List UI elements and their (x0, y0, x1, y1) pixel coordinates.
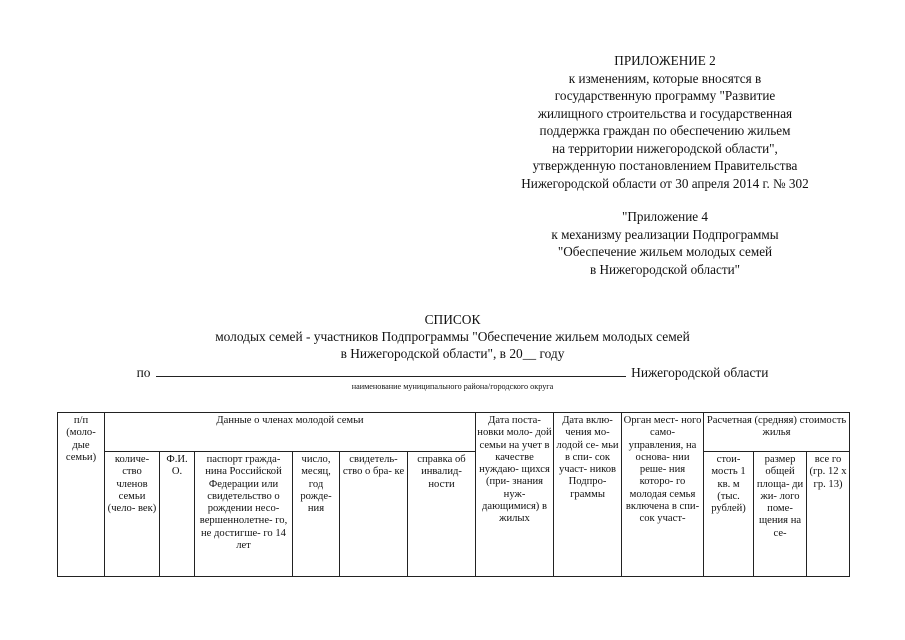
header-members-count: количе- ство членов семьи (чело- век) (105, 452, 160, 577)
header-birth-date: число, месяц, год рожде- ния (293, 452, 340, 577)
header-members-group: Данные о членах молодой семьи (105, 413, 476, 452)
region-prefix: по (136, 365, 151, 380)
header-fio: Ф.И. О. (160, 452, 195, 577)
sub-appendix-title: "Приложение 4 (621, 209, 709, 224)
appendix-line: утвержденную постановлением Правительства (532, 158, 798, 173)
header-local-authority: Орган мест- ного само- управления, на основа- нии реше- ния которо- го молодая семья включена в спи- сок участ- (622, 413, 704, 577)
list-subtitle-line: молодых семей - участников Подпрограммы "Обеспечение жильем молодых семей (215, 329, 690, 344)
appendix-block (420, 52, 905, 278)
header-date-included: Дата вклю- чения мо- лодой се- мьи в спи- сок участ- ников Подпро- граммы (554, 413, 622, 577)
families-table (57, 412, 850, 577)
header-cost-per-sqm: стои- мость 1 кв. м (тыс. рублей) (704, 452, 754, 577)
region-caption: наименование муниципального района/городского округа (351, 382, 554, 391)
appendix-line: к изменениям, которые вносятся в (568, 70, 762, 86)
appendix-line: Нижегородской области от 30 апреля 2014 г. № 302 (521, 175, 809, 191)
sub-appendix-line: в Нижегородской области" (589, 261, 741, 277)
list-heading (0, 311, 905, 362)
header-marriage-certificate: свидетель- ство о бра- ке (340, 452, 408, 577)
header-date-registered: Дата поста- новки моло- дой семьи на учет в качестве нуждаю- щихся (при- знания нуж- дающимися) в жилых (476, 413, 554, 577)
header-living-area: размер общей площа- ди жи- лого поме- щения на се- (754, 452, 807, 577)
header-total-cost: все го (гр. 12 х гр. 13) (807, 452, 850, 577)
sub-appendix-line: к механизму реализации Подпрограммы (551, 226, 779, 242)
header-disability-certificate: справка об инвалид- ности (408, 452, 476, 577)
header-passport: паспорт гражда- нина Российской Федерации или свидетельство о рождении несо- вершеннолетне- го, не достигше- го 14 лет (195, 452, 293, 577)
list-subtitle-line: в Нижегородской области", в 20__ году (340, 346, 565, 361)
appendix-line: поддержка граждан по обеспечению жильем (539, 123, 791, 138)
region-suffix: Нижегородской области (631, 365, 769, 380)
region-line (0, 364, 905, 381)
header-cost-group: Расчетная (средняя) стоимость жилья (704, 413, 850, 452)
appendix-line: государственную программу "Развитие (554, 88, 776, 103)
region-blank-field (156, 364, 626, 377)
sub-appendix-line: "Обеспечение жильем молодых семей (557, 244, 773, 259)
appendix-line: на территории нижегородской области", (552, 140, 778, 156)
appendix-line: жилищного строительства и государственная (537, 105, 793, 121)
appendix-title: ПРИЛОЖЕНИЕ 2 (614, 53, 716, 68)
list-title: СПИСОК (424, 312, 481, 327)
header-family-number: п/п (моло- дые семьи) (58, 413, 105, 577)
